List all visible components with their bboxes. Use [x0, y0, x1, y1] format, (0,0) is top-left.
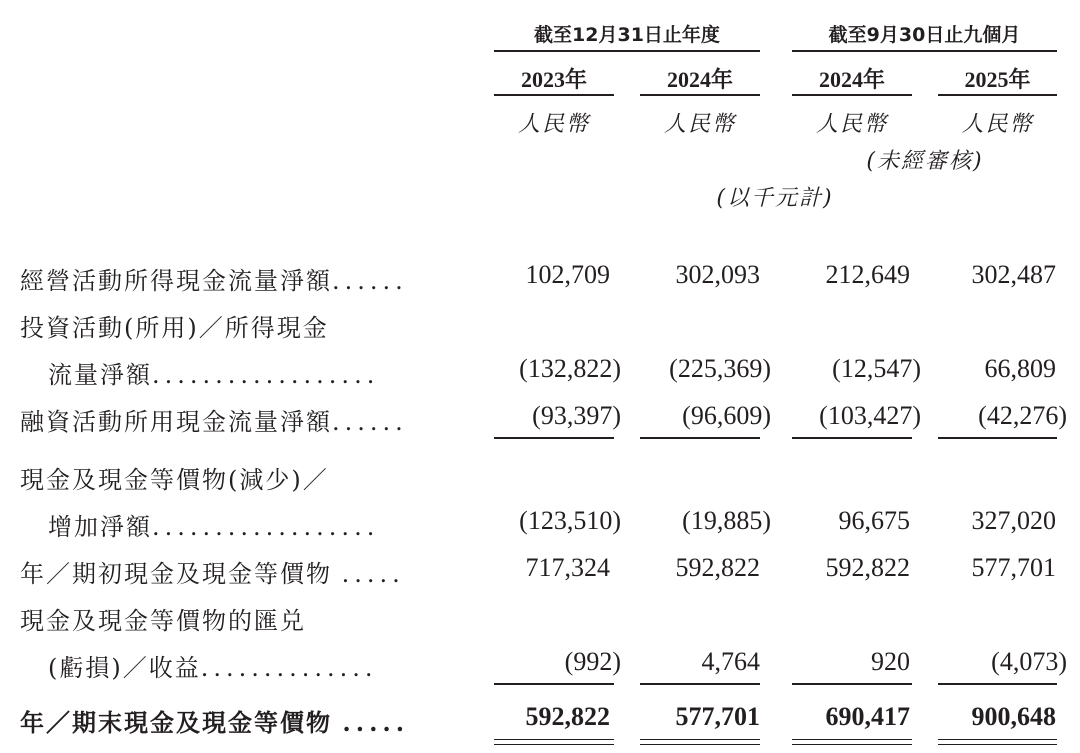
total-double-rule [640, 739, 760, 745]
currency-label: 人民幣 [517, 112, 590, 137]
cell-value: (19,885) [682, 506, 771, 535]
cell-value: 4,764 [701, 647, 760, 676]
cell-value: 327,020 [971, 506, 1056, 535]
subtotal-rule [640, 437, 760, 439]
total-double-rule [494, 739, 614, 745]
cell-value: (123,510) [519, 506, 621, 535]
cell-value: 302,093 [675, 260, 760, 289]
subtotal-rule [792, 683, 912, 685]
subtotal-rule [494, 437, 614, 439]
header-group-year-rule [494, 50, 760, 52]
unit-note: (以千元計) [716, 186, 834, 211]
cell-value: 592,822 [825, 553, 910, 582]
unaudited-note: (未經審核) [866, 149, 984, 174]
cell-value: (132,822) [519, 354, 621, 383]
cell-value: 302,487 [971, 260, 1056, 289]
header-period-2025: 2025年 [964, 67, 1031, 92]
subtotal-rule [640, 683, 760, 685]
total-double-rule [938, 739, 1057, 745]
row-label-opening-cash: 年／期初現金及現金等價物 ..... [20, 560, 405, 588]
row-label-investing: 投資活動(所用)／所得現金 [20, 314, 329, 342]
cell-value: (4,073) [991, 647, 1067, 676]
header-year-2024: 2024年 [666, 67, 733, 92]
total-double-rule [792, 739, 912, 745]
header-year-rule [938, 94, 1057, 96]
header-group-year: 截至12月31日止年度 [534, 24, 720, 46]
cell-value: (992) [564, 647, 621, 676]
cell-value: (225,369) [669, 354, 771, 383]
subtotal-rule [938, 437, 1057, 439]
row-label-net-change: 現金及現金等價物(減少)／ [20, 466, 329, 494]
header-year-2023: 2023年 [520, 67, 587, 92]
total-value: 577,701 [675, 702, 760, 731]
header-year-rule [792, 94, 912, 96]
currency-label: 人民幣 [815, 112, 888, 137]
cell-value: (103,427) [819, 401, 921, 430]
row-label-fx: 現金及現金等價物的匯兑 [20, 607, 306, 635]
cell-value: (12,547) [832, 354, 921, 383]
total-value: 690,417 [825, 702, 910, 731]
currency-label: 人民幣 [663, 112, 736, 137]
row-label-investing-cont: 流量淨額.................. [48, 361, 380, 389]
cell-value: 592,822 [675, 553, 760, 582]
row-label-closing-cash: 年／期末現金及現金等價物 ..... [20, 708, 410, 737]
subtotal-rule [792, 437, 912, 439]
cell-value: 102,709 [525, 260, 610, 289]
row-label-operating: 經營活動所得現金流量淨額...... [20, 267, 408, 295]
subtotal-rule [494, 683, 614, 685]
header-group-period: 截至9月30日止九個月 [828, 24, 1021, 46]
cell-value: 920 [871, 647, 910, 676]
row-label-fx-cont: (虧損)／收益.............. [48, 654, 378, 682]
cell-value: (96,609) [682, 401, 771, 430]
cell-value: (42,276) [978, 401, 1067, 430]
cell-value: 212,649 [825, 260, 910, 289]
subtotal-rule [938, 683, 1057, 685]
cell-value: 577,701 [971, 553, 1056, 582]
cell-value: 96,675 [838, 506, 910, 535]
header-year-rule [494, 94, 614, 96]
total-value: 900,648 [971, 702, 1056, 731]
row-label-financing: 融資活動所用現金流量淨額...... [20, 408, 408, 436]
cell-value: (93,397) [532, 401, 621, 430]
cell-value: 717,324 [525, 553, 610, 582]
header-year-rule [640, 94, 760, 96]
header-group-period-rule [792, 50, 1057, 52]
cell-value: 66,809 [984, 354, 1056, 383]
header-period-2024: 2024年 [818, 67, 885, 92]
row-label-net-change-cont: 增加淨額.................. [48, 513, 380, 541]
total-value: 592,822 [525, 702, 610, 731]
currency-label: 人民幣 [961, 112, 1034, 137]
